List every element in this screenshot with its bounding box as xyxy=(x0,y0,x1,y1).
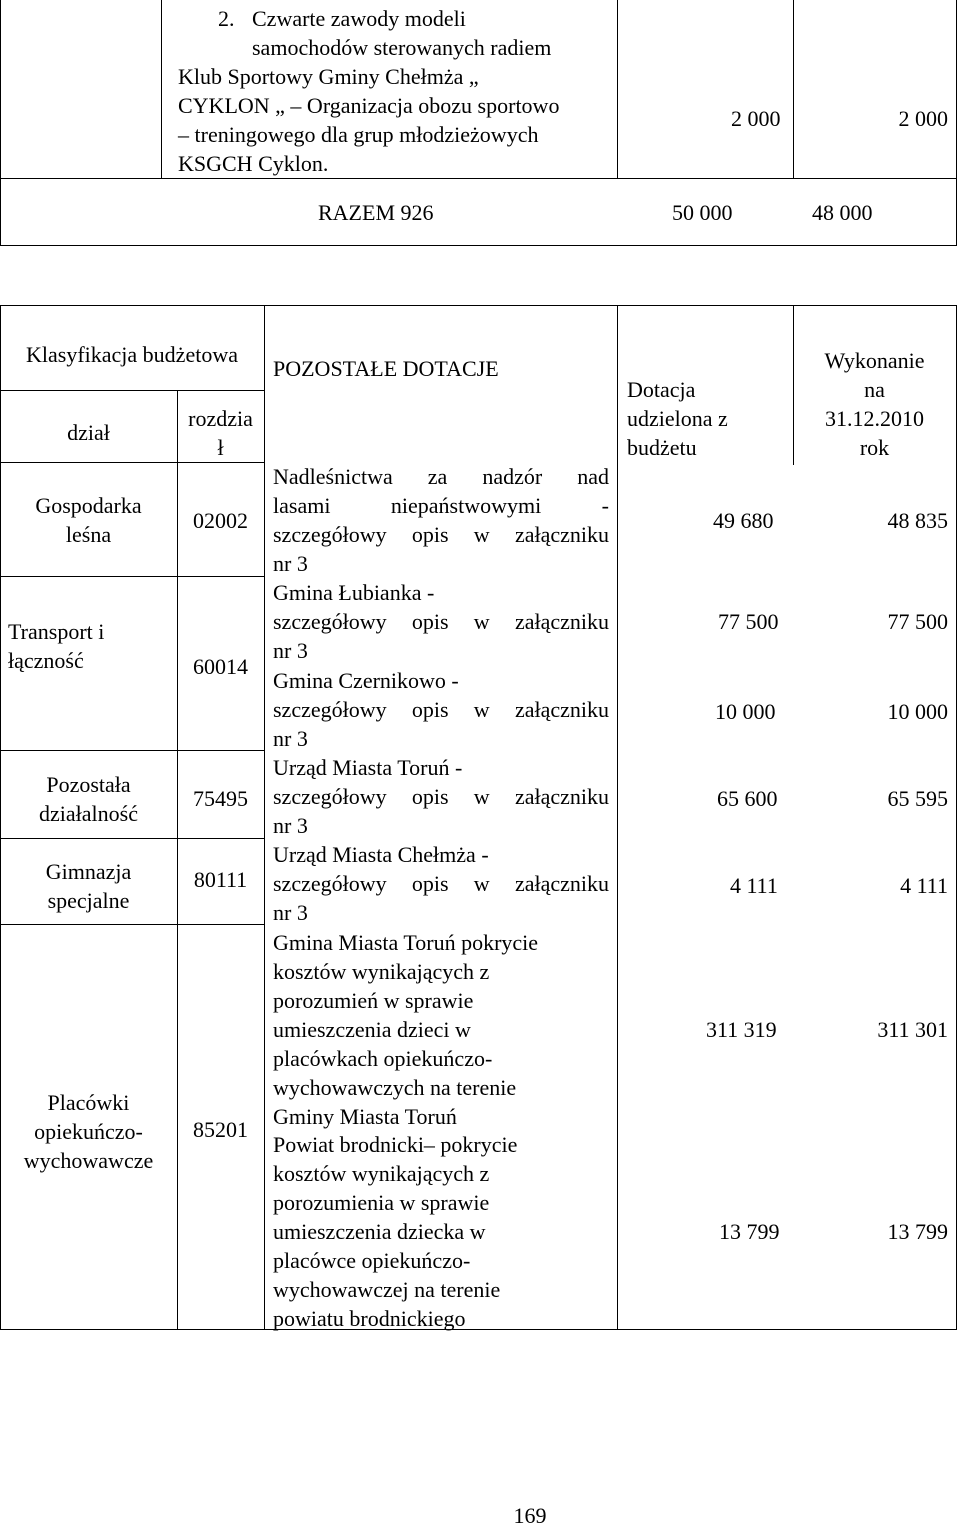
description-line: Gminy Miasta Toruń xyxy=(273,1104,457,1129)
description-line: porozumień w sprawie xyxy=(273,988,474,1013)
executed-amount: 65 595 xyxy=(887,786,948,811)
description-line: nr 3 xyxy=(273,638,308,663)
grid-line xyxy=(0,1329,957,1330)
executed-amount: 2 000 xyxy=(898,106,948,131)
description-line: szczegółowy opis w załączniku xyxy=(273,522,609,547)
grid-line xyxy=(177,924,265,925)
description-line: porozumienia w sprawie xyxy=(273,1190,490,1215)
granted-amount: 4 111 xyxy=(730,873,778,898)
granted-amount: 13 799 xyxy=(719,1219,780,1244)
executed-amount: 311 301 xyxy=(877,1017,948,1042)
grid-line xyxy=(0,576,178,577)
description-line: Powiat brodnicki– pokrycie xyxy=(273,1132,518,1157)
executed-amount: 13 799 xyxy=(887,1219,948,1244)
executed-amount: 4 111 xyxy=(900,873,948,898)
dzial-cell-line: działalność xyxy=(39,801,138,826)
description-line: placówkach opiekuńczo- xyxy=(273,1046,493,1071)
dzial-cell-line: opiekuńczo- xyxy=(34,1119,143,1144)
grid-line xyxy=(0,462,265,463)
description-line: nr 3 xyxy=(273,900,308,925)
dzial-cell-line: wychowawcze xyxy=(23,1148,154,1173)
grid-line xyxy=(177,838,265,839)
grid-line xyxy=(177,576,265,577)
granted-amount: 65 600 xyxy=(717,786,778,811)
description-line: placówce opiekuńczo- xyxy=(273,1248,471,1273)
grid-line xyxy=(0,390,265,391)
executed-header-line: rok xyxy=(859,435,890,460)
total-label: RAZEM 926 xyxy=(318,200,434,225)
description-line: nr 3 xyxy=(273,726,308,751)
description-line: umieszczenia dzieci w xyxy=(273,1017,471,1042)
dzial-cell-line: Gospodarka xyxy=(35,493,142,518)
item-text-line: samochodów sterowanych radiem xyxy=(252,35,552,60)
dzial-cell-line: leśna xyxy=(65,522,112,547)
granted-header-line: udzielona z xyxy=(627,406,728,431)
executed-amount: 48 835 xyxy=(887,508,948,533)
dzial-cell-line: Transport i xyxy=(8,619,105,644)
rozdzial-header-line: ł xyxy=(217,435,224,460)
granted-amount: 10 000 xyxy=(715,699,776,724)
grid-line xyxy=(0,0,1,246)
total-executed: 48 000 xyxy=(812,200,873,225)
description-line: wychowawczej na terenie xyxy=(273,1277,501,1302)
granted-header-line: budżetu xyxy=(627,435,697,460)
executed-amount: 10 000 xyxy=(887,699,948,724)
executed-amount: 77 500 xyxy=(887,609,948,634)
total-granted: 50 000 xyxy=(672,200,733,225)
granted-amount: 311 319 xyxy=(706,1017,777,1042)
dzial-cell-line: Gimnazja xyxy=(45,859,132,884)
description-line: szczegółowy opis w załączniku xyxy=(273,609,609,634)
rozdzial-cell: 60014 xyxy=(193,654,248,679)
rozdzial-cell: 02002 xyxy=(193,508,248,533)
granted-amount: 2 000 xyxy=(731,106,781,131)
granted-amount: 77 500 xyxy=(718,609,779,634)
grid-line xyxy=(0,750,178,751)
grid-line xyxy=(617,0,618,179)
dzial-cell-line: Placówki xyxy=(47,1090,130,1115)
dzial-cell-line: specjalne xyxy=(47,888,130,913)
dzial-header: dział xyxy=(67,420,110,445)
description-line: Nadleśnictwa za nadzór nad xyxy=(273,464,609,489)
grid-line xyxy=(956,0,957,246)
item-number: 2. xyxy=(218,6,235,31)
executed-header-line: 31.12.2010 xyxy=(825,406,924,431)
description-line: Urząd Miasta Toruń - xyxy=(273,755,463,780)
description-line: szczegółowy opis w załączniku xyxy=(273,784,609,809)
grid-line xyxy=(0,178,957,179)
item-text-line: KSGCH Cyklon. xyxy=(178,151,329,176)
grid-line xyxy=(0,245,957,246)
description-line: Gmina Miasta Toruń pokrycie xyxy=(273,930,539,955)
grid-line xyxy=(161,0,162,179)
grid-line xyxy=(0,838,178,839)
description-line: szczegółowy opis w załączniku xyxy=(273,871,609,896)
description-line: Urząd Miasta Chełmża - xyxy=(273,842,489,867)
item-text-line: – treningowego dla grup młodzieżowych xyxy=(178,122,539,147)
description-line: nr 3 xyxy=(273,813,308,838)
rozdzial-header-line: rozdzia xyxy=(188,406,253,431)
grid-line xyxy=(0,305,957,306)
grid-line xyxy=(264,305,265,1330)
grid-line xyxy=(793,0,794,179)
item-text-line: Czwarte zawody modeli xyxy=(252,6,466,31)
rozdzial-cell: 80111 xyxy=(193,867,248,892)
grid-line xyxy=(177,750,265,751)
rozdzial-cell: 85201 xyxy=(193,1117,248,1142)
description-header: POZOSTAŁE DOTACJE xyxy=(273,356,499,381)
item-text-line: CYKLON „ – Organizacja obozu sportowo xyxy=(178,93,560,118)
rozdzial-cell: 75495 xyxy=(193,786,248,811)
description-line: nr 3 xyxy=(273,551,308,576)
grid-line xyxy=(617,305,618,1330)
dzial-cell-line: łączność xyxy=(8,648,84,673)
description-line: umieszczenia dziecka w xyxy=(273,1219,486,1244)
description-line: kosztów wynikających z xyxy=(273,1161,490,1186)
dzial-cell-line: Pozostała xyxy=(46,772,131,797)
description-line: lasami niepaństwowymi - xyxy=(273,493,609,518)
description-line: Gmina Czernikowo - xyxy=(273,668,459,693)
grid-line xyxy=(956,305,957,1330)
description-line: Gmina Łubianka - xyxy=(273,580,435,605)
grid-line xyxy=(0,924,178,925)
item-text-line: Klub Sportowy Gminy Chełmża „ xyxy=(178,64,479,89)
granted-amount: 49 680 xyxy=(713,508,774,533)
page-number: 169 xyxy=(513,1503,547,1528)
granted-header-line: Dotacja xyxy=(627,377,696,402)
description-line: szczegółowy opis w załączniku xyxy=(273,697,609,722)
description-line: wychowawczych na terenie xyxy=(273,1075,517,1100)
classification-header: Klasyfikacja budżetowa xyxy=(26,342,238,367)
description-line: powiatu brodnickiego xyxy=(273,1306,466,1331)
executed-header-line: Wykonanie xyxy=(824,348,925,373)
executed-header-line: na xyxy=(864,377,885,402)
description-line: kosztów wynikających z xyxy=(273,959,490,984)
